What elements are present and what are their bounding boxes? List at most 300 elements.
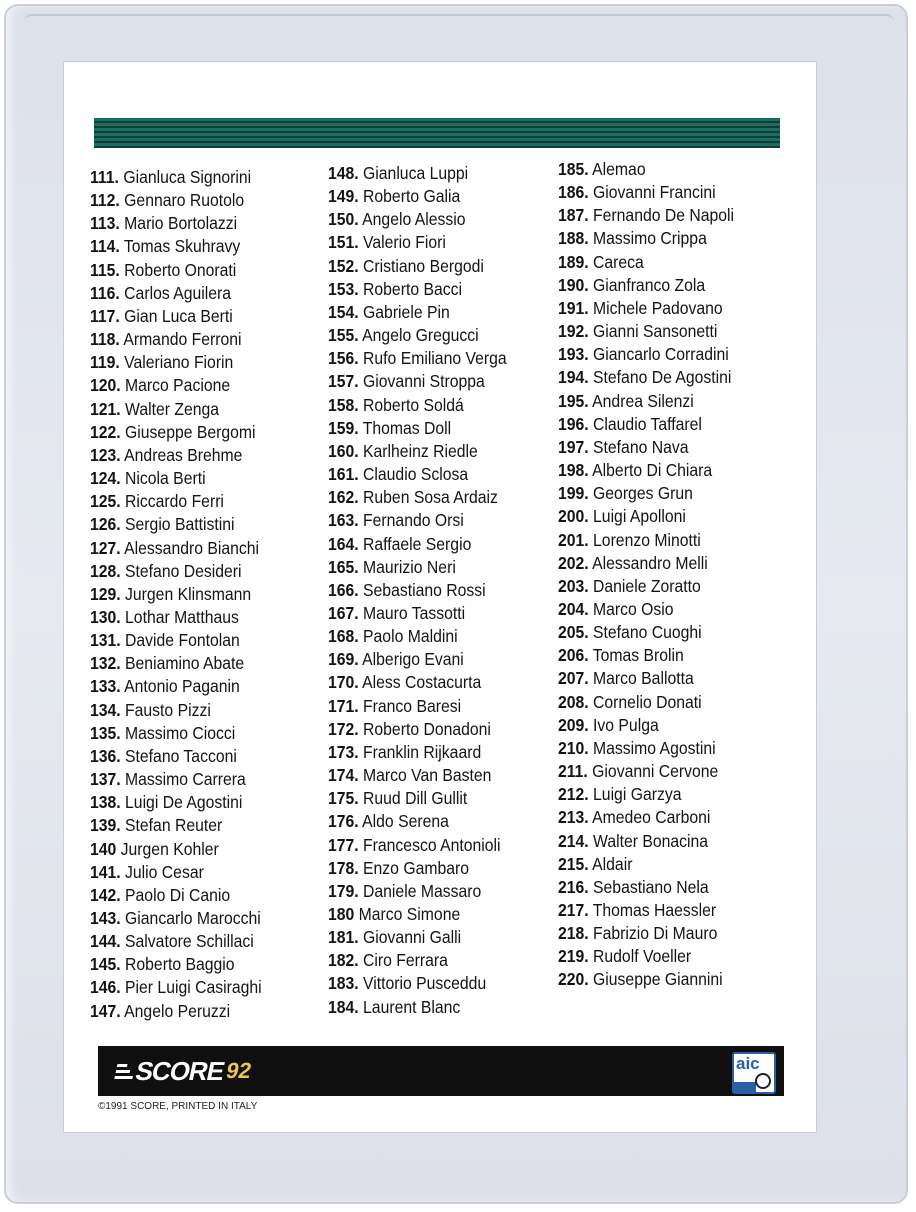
checklist-row: [90, 189, 306, 212]
player-name: Thomas Doll: [362, 417, 452, 438]
checklist-row: [90, 814, 306, 837]
player-name: Giuseppe Giannini: [593, 969, 723, 990]
card-number: 216.: [558, 876, 589, 897]
card-number: 219.: [558, 946, 589, 967]
player-name: Angelo Gregucci: [362, 325, 479, 346]
player-name: Stefano Cuoghi: [593, 622, 702, 643]
card-number: 160.: [328, 440, 359, 461]
checklist-row: [90, 745, 306, 768]
checklist-row: [328, 394, 544, 417]
checklist-row: [90, 351, 306, 374]
player-name: Stefano Tacconi: [125, 745, 237, 766]
card-number: 133.: [90, 676, 121, 697]
card-number: 181.: [328, 927, 359, 948]
checklist-row: [328, 278, 544, 301]
player-name: Cornelio Donati: [593, 691, 702, 712]
checklist-row: [90, 1000, 306, 1023]
checklist-row: [328, 926, 544, 949]
card-number: 161.: [328, 464, 359, 485]
card-number: 119.: [90, 352, 120, 373]
card-number: 170.: [328, 672, 359, 693]
player-name: Jurgen Klinsmann: [125, 583, 252, 604]
checklist-row: [90, 374, 306, 397]
checklist-row: [558, 204, 774, 227]
card-number: 164.: [328, 533, 359, 554]
player-name: Gianluca Luppi: [363, 163, 469, 183]
card-number: 151.: [328, 232, 359, 253]
player-name: Sebastiano Rossi: [363, 579, 486, 600]
checklist-row: [558, 227, 774, 250]
card-number: 134.: [90, 699, 121, 720]
card-number: 152.: [328, 255, 359, 276]
player-name: Gianluca Signorini: [123, 167, 252, 187]
card-number: 132.: [90, 653, 121, 674]
player-name: Stefan Reuter: [125, 815, 223, 836]
footer-bar: [98, 1046, 784, 1096]
card-number: 146.: [90, 977, 121, 998]
card-number: 122.: [90, 421, 121, 442]
card-number: 215.: [558, 853, 589, 874]
card-number: 117.: [90, 305, 120, 326]
player-name: Lorenzo Minotti: [593, 529, 701, 550]
checklist-row: [328, 671, 544, 694]
checklist-row: [328, 741, 544, 764]
card-number: 174.: [328, 765, 359, 786]
checklist-row: [90, 398, 306, 421]
player-name: Stefano De Agostini: [593, 367, 732, 388]
player-name: Pier Luigi Casiraghi: [125, 977, 262, 998]
checklist-row: [328, 231, 544, 254]
player-name: Fernando Orsi: [363, 510, 464, 531]
player-name: Roberto Onorati: [124, 259, 237, 280]
checklist-row: [558, 181, 774, 204]
checklist-row: [558, 968, 774, 991]
player-name: Roberto Galia: [363, 186, 461, 207]
checklist-row: [328, 834, 544, 857]
card-number: 124.: [90, 468, 121, 489]
card-number: 204.: [558, 598, 589, 619]
checklist-row: [558, 621, 774, 644]
player-name: Maurizio Neri: [363, 556, 456, 577]
checklist-row: [328, 162, 544, 185]
checklist-row: [328, 579, 544, 602]
player-name: Sergio Battistini: [125, 514, 235, 535]
checklist-row: [558, 459, 774, 482]
player-name: Massimo Agostini: [593, 737, 716, 758]
card-number: 198.: [558, 460, 589, 481]
card-number: 180: [328, 904, 355, 924]
card-number: 168.: [328, 626, 359, 647]
card-number: 211.: [558, 761, 588, 782]
card-number: 137.: [90, 769, 121, 790]
checklist-row: [328, 857, 544, 880]
player-name: Ruud Dill Gullit: [363, 788, 468, 809]
card-number: 191.: [558, 297, 589, 318]
card-number: 166.: [328, 579, 359, 600]
card-number: 196.: [558, 413, 589, 434]
card-number: 150.: [328, 209, 359, 230]
checklist-row: [90, 606, 306, 629]
checklist-row: [328, 463, 544, 486]
checklist-row: [558, 505, 774, 528]
checklist-row: [328, 486, 544, 509]
player-name: Raffaele Sergio: [363, 533, 472, 554]
checklist-row: [90, 930, 306, 953]
card-number: 127.: [90, 537, 121, 558]
player-name: Stefano Nava: [593, 436, 689, 457]
player-name: Alessandro Melli: [592, 552, 708, 573]
checklist-row: [90, 328, 306, 351]
card-number: 114.: [90, 236, 120, 257]
checklist-row: [90, 722, 306, 745]
player-name: Luigi Garzya: [593, 784, 682, 805]
checklist-row: [328, 347, 544, 370]
checklist-row: [90, 791, 306, 814]
card-number: 193.: [558, 344, 589, 365]
player-name: Giovanni Cervone: [592, 761, 719, 782]
checklist-row: [90, 490, 306, 513]
card-number: 111.: [90, 167, 119, 187]
checklist-row: [558, 390, 774, 413]
checklist-row: [328, 648, 544, 671]
player-name: Sebastiano Nela: [593, 876, 709, 897]
player-name: Lothar Matthaus: [125, 606, 239, 627]
player-name: Marco Ballotta: [593, 668, 694, 689]
card-number: 194.: [558, 367, 589, 388]
score-logo: [112, 1052, 255, 1090]
player-name: Michele Padovano: [593, 297, 723, 318]
checklist-column-2: [328, 162, 568, 1019]
card-number: 118.: [90, 329, 120, 350]
player-name: Angelo Peruzzi: [124, 1000, 231, 1021]
player-name: Davide Fontolan: [125, 630, 240, 651]
checklist-row: [90, 976, 306, 999]
player-name: Mario Bortolazzi: [124, 213, 238, 234]
player-name: Alemao: [592, 159, 646, 179]
checklist-row: [558, 737, 774, 760]
checklist-row: [328, 255, 544, 278]
checklist-row: [558, 482, 774, 505]
player-name: Antonio Paganin: [124, 676, 240, 697]
player-name: Rufo Emiliano Verga: [363, 348, 507, 369]
player-name: Ruben Sosa Ardaiz: [363, 487, 498, 508]
player-name: Alessandro Bianchi: [124, 537, 260, 558]
player-name: Valerio Fiori: [363, 232, 446, 253]
checklist-row: [328, 556, 544, 579]
card-number: 210.: [558, 737, 589, 758]
player-name: Walter Bonacina: [593, 830, 709, 851]
player-name: Amedeo Carboni: [592, 807, 711, 828]
card-number: 116.: [90, 282, 120, 303]
checklist-row: [558, 436, 774, 459]
player-name: Massimo Ciocci: [125, 722, 236, 743]
checklist-row: [90, 444, 306, 467]
player-name: Tomas Brolin: [592, 645, 684, 666]
checklist-row: [328, 810, 544, 833]
card-number: 141.: [90, 861, 121, 882]
checklist-row: [328, 718, 544, 741]
player-name: Gabriele Pin: [363, 301, 450, 322]
player-name: Armando Ferroni: [123, 329, 242, 350]
card-number: 148.: [328, 163, 359, 183]
player-name: Andreas Brehme: [124, 444, 243, 465]
card-number: 195.: [558, 390, 589, 411]
card-number: 131.: [90, 630, 121, 651]
player-name: Mauro Tassotti: [363, 602, 466, 623]
checklist-row: [558, 320, 774, 343]
card-number: 130.: [90, 606, 121, 627]
checklist-row: [90, 861, 306, 884]
player-name: Rudolf Voeller: [593, 946, 692, 967]
player-name: Giovanni Francini: [593, 182, 716, 203]
player-name: Massimo Crippa: [593, 228, 707, 249]
card-number: 162.: [328, 487, 359, 508]
player-name: Vittorio Pusceddu: [363, 973, 487, 994]
aic-strip: [734, 1082, 756, 1092]
player-name: Thomas Haessler: [592, 900, 717, 920]
checklist-row: [558, 876, 774, 899]
card-number: 147.: [90, 1000, 121, 1021]
player-name: Ivo Pulga: [593, 714, 659, 735]
player-name: Luigi Apolloni: [593, 506, 686, 527]
card-number: 213.: [558, 807, 589, 828]
player-name: Angelo Alessio: [362, 209, 466, 230]
card-number: 172.: [328, 718, 359, 739]
checklist-row: [558, 366, 774, 389]
sleeve-top-edge: [24, 14, 894, 46]
header-stripe: [94, 118, 780, 148]
checklist-row: [558, 251, 774, 274]
checklist-row: [558, 667, 774, 690]
checklist-row: [328, 880, 544, 903]
card-number: 128.: [90, 560, 121, 581]
checklist-row: [328, 509, 544, 532]
card-number: 113.: [90, 213, 120, 234]
card-number: 149.: [328, 186, 359, 207]
checklist-row: [90, 305, 306, 328]
card-number: 185.: [558, 159, 589, 179]
card-number: 136.: [90, 745, 121, 766]
checklist-row: [90, 282, 306, 305]
card-number: 217.: [558, 900, 589, 920]
checklist-row: [558, 644, 774, 667]
player-name: Cristiano Bergodi: [363, 255, 484, 276]
player-name: Roberto Baggio: [125, 954, 235, 975]
checklist-row: [558, 529, 774, 552]
card-number: 192.: [558, 321, 589, 342]
logo-speed-lines: [114, 1064, 135, 1079]
card-number: 220.: [558, 969, 589, 990]
checklist-row: [328, 301, 544, 324]
player-name: Tomas Skuhravy: [123, 236, 241, 257]
card-number: 189.: [558, 251, 589, 272]
card-number: 177.: [328, 834, 359, 855]
player-name: Julio Cesar: [125, 861, 204, 882]
player-name: Giancarlo Marocchi: [125, 908, 261, 928]
checklist-row: [90, 537, 306, 560]
card-number: 158.: [328, 394, 359, 415]
card-number: 187.: [558, 205, 589, 226]
checklist-row: [328, 996, 544, 1019]
card-number: 138.: [90, 792, 121, 813]
checklist-column-1: [90, 166, 330, 1023]
player-name: Marco Van Basten: [363, 765, 492, 786]
player-name: Aless Costacurta: [362, 672, 482, 693]
card-number: 173.: [328, 741, 359, 762]
checklist-row: [90, 166, 306, 189]
player-name: Francesco Antonioli: [363, 834, 501, 855]
card-number: 139.: [90, 815, 121, 836]
card-number: 143.: [90, 908, 121, 928]
card-number: 203.: [558, 575, 589, 596]
player-name: Giovanni Galli: [363, 927, 462, 948]
checklist-row: [558, 714, 774, 737]
card-number: 145.: [90, 954, 121, 975]
card-number: 212.: [558, 784, 589, 805]
card-number: 125.: [90, 491, 121, 512]
checklist-row: [90, 467, 306, 490]
card-number: 178.: [328, 857, 359, 878]
checklist-row: [90, 421, 306, 444]
soccer-ball-icon: [755, 1073, 771, 1089]
card-number: 157.: [328, 371, 359, 392]
checklist-row: [328, 602, 544, 625]
player-name: Giovanni Stroppa: [363, 371, 485, 392]
checklist-row: [328, 764, 544, 787]
player-name: Aldair: [592, 853, 633, 874]
checklist-columns: [64, 159, 816, 1026]
checklist-row: [558, 783, 774, 806]
card-number: 140: [90, 838, 117, 859]
checklist-row: [328, 972, 544, 995]
player-name: Massimo Carrera: [125, 769, 246, 790]
checklist-row: [558, 806, 774, 829]
checklist-row: [90, 513, 306, 536]
checklist-row: [558, 922, 774, 945]
player-name: Marco Osio: [593, 598, 674, 619]
checklist-row: [558, 830, 774, 853]
checklist-row: [328, 370, 544, 393]
card-number: 183.: [328, 973, 359, 994]
checklist-row: [558, 691, 774, 714]
checklist-row: [90, 699, 306, 722]
player-name: Daniele Zoratto: [593, 575, 701, 596]
player-name: Marco Pacione: [125, 375, 231, 396]
card-number: 156.: [328, 348, 359, 369]
card-number: 167.: [328, 602, 359, 623]
card-number: 209.: [558, 714, 589, 735]
player-name: Gennaro Ruotolo: [124, 190, 245, 211]
card-number: 190.: [558, 274, 589, 295]
player-name: Aldo Serena: [362, 811, 449, 832]
player-name: Alberto Di Chiara: [592, 460, 713, 481]
checklist-card: [64, 62, 816, 1132]
checklist-row: [90, 629, 306, 652]
card-number: 200.: [558, 506, 589, 527]
checklist-row: [90, 907, 306, 930]
player-name: Jurgen Kohler: [120, 838, 219, 859]
player-name: Fernando De Napoli: [593, 205, 735, 226]
player-name: Gianni Sansonetti: [593, 321, 718, 342]
card-number: 144.: [90, 931, 121, 952]
checklist-row: [558, 760, 774, 783]
card-number: 155.: [328, 325, 359, 346]
checklist-row: [558, 575, 774, 598]
player-name: Paolo Maldini: [363, 626, 458, 647]
player-name: Ciro Ferrara: [363, 950, 448, 971]
card-number: 188.: [558, 228, 589, 249]
card-number: 186.: [558, 182, 589, 203]
card-number: 199.: [558, 483, 589, 504]
player-name: Nicola Berti: [125, 468, 206, 489]
player-name: Carlos Aguilera: [124, 282, 231, 303]
card-number: 142.: [90, 884, 121, 905]
card-number: 115.: [90, 259, 120, 280]
checklist-row: [558, 158, 774, 181]
player-name: Franco Baresi: [363, 695, 462, 716]
logo-text: SCORE: [132, 1055, 227, 1086]
checklist-column-3: [558, 158, 798, 992]
player-name: Roberto Bacci: [363, 278, 462, 299]
player-name: Daniele Massaro: [363, 880, 482, 901]
card-number: 165.: [328, 556, 359, 577]
card-number: 120.: [90, 375, 121, 396]
checklist-row: [558, 413, 774, 436]
player-name: Fabrizio Di Mauro: [593, 923, 718, 944]
checklist-row: [90, 212, 306, 235]
player-name: Franklin Rijkaard: [363, 741, 482, 762]
card-number: 154.: [328, 301, 359, 322]
checklist-row: [328, 695, 544, 718]
checklist-row: [328, 440, 544, 463]
checklist-row: [90, 259, 306, 282]
player-name: Fausto Pizzi: [125, 699, 211, 720]
checklist-row: [558, 853, 774, 876]
card-number: 163.: [328, 510, 359, 531]
checklist-row: [328, 949, 544, 972]
checklist-row: [558, 552, 774, 575]
checklist-row: [90, 560, 306, 583]
checklist-row: [328, 903, 544, 926]
player-name: Giancarlo Corradini: [593, 344, 729, 365]
card-number: 153.: [328, 278, 359, 299]
logo-year: 92: [223, 1058, 254, 1083]
player-name: Riccardo Ferri: [125, 491, 224, 512]
player-name: Luigi De Agostini: [125, 792, 243, 813]
checklist-row: [558, 274, 774, 297]
checklist-row: [90, 652, 306, 675]
checklist-row: [558, 343, 774, 366]
player-name: Valeriano Fiorin: [124, 352, 234, 373]
card-number: 179.: [328, 880, 359, 901]
checklist-row: [90, 953, 306, 976]
checklist-row: [328, 787, 544, 810]
card-number: 202.: [558, 552, 589, 573]
card-number: 123.: [90, 444, 121, 465]
card-number: 176.: [328, 811, 359, 832]
card-number: 169.: [328, 649, 359, 670]
checklist-row: [90, 884, 306, 907]
checklist-row: [90, 583, 306, 606]
copyright-line: ©1991 SCORE, PRINTED IN ITALY: [98, 1101, 258, 1112]
checklist-row: [328, 324, 544, 347]
checklist-row: [328, 208, 544, 231]
card-number: 121.: [90, 398, 121, 419]
player-name: Walter Zenga: [125, 398, 220, 419]
checklist-row: [558, 598, 774, 621]
player-name: Georges Grun: [593, 483, 693, 504]
card-number: 126.: [90, 514, 121, 535]
